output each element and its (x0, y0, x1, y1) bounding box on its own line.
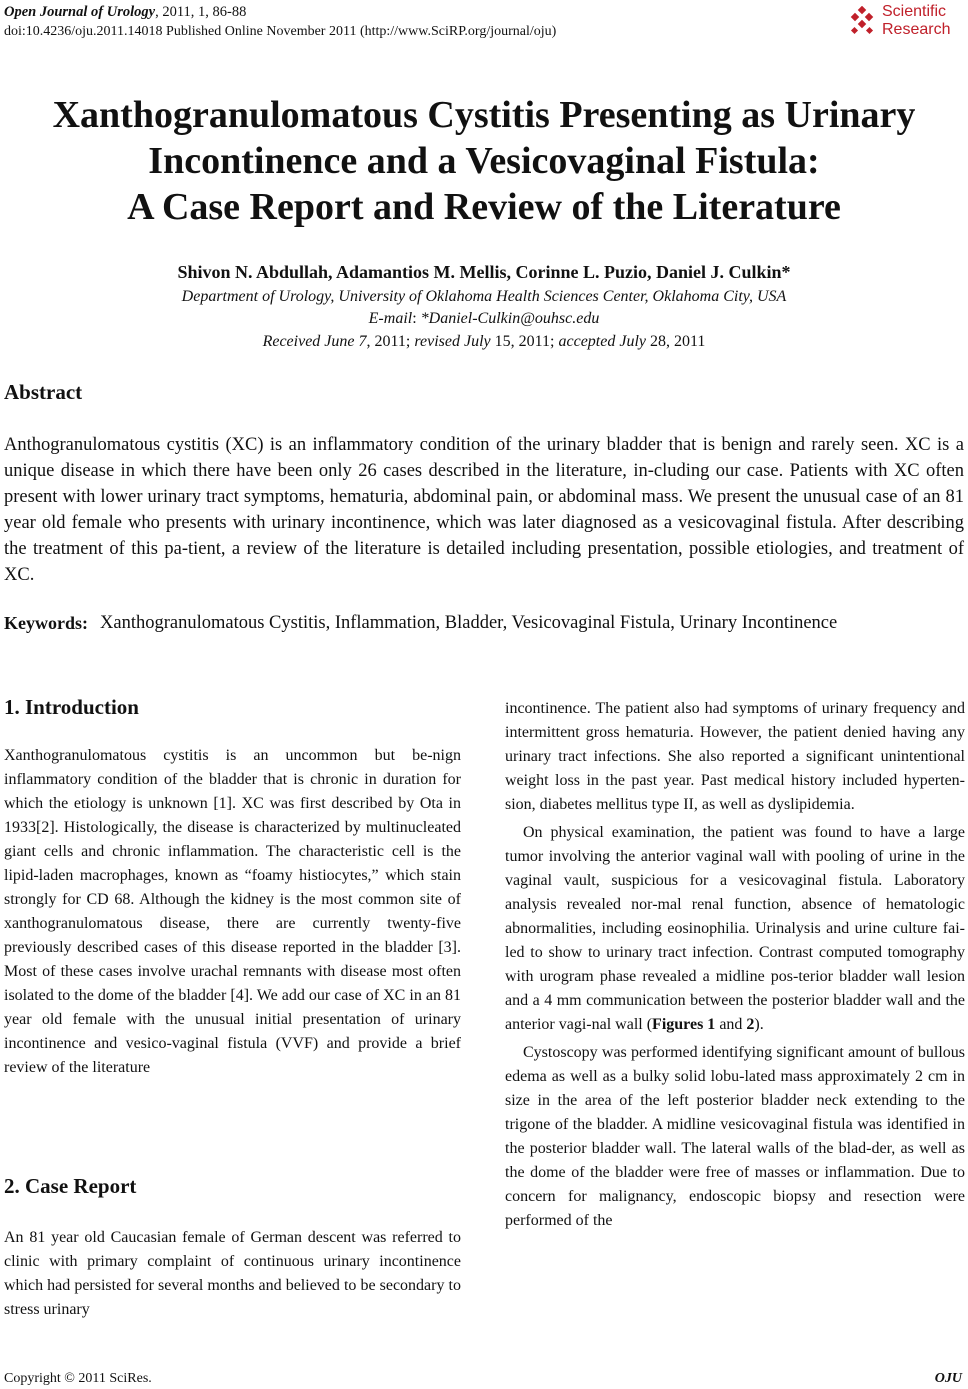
article-dates (0, 331, 968, 353)
copyright-notice: Copyright © 2011 SciRes. (4, 1371, 152, 1386)
abstract-body: Anthogranulomatous cystitis (XC) is an inflammatory condition of the urinary bladder that is benign and rarely seen. XC is a unique disease in which there have been only 26 cases described in the literature, in-cluding our case. Patients with XC often present with lower urinary tract symptoms, hematuria, abdominal pain, or abdominal mass. We present the unusual case of an 81 year old female who presents with urinary incontinence, which was later diagnosed as a vesicovaginal fistula. After describing the treatment of this pa-tient, a review of the literature is detailed including presentation, possible etiologies, and treatment of XC. (4, 435, 964, 585)
introduction-heading: 1. Introduction (4, 695, 139, 719)
case-report-body: An 81 year old Caucasian female of German descent was referred to clinic with primary complaint of continuous urinary incontinence which had persisted for several months and believed to be secondary to stress urinary (4, 1229, 461, 1318)
journal-citation (4, 2, 246, 22)
journal-abbreviation: OJU (934, 1371, 962, 1386)
exam-end: ). (754, 1016, 764, 1033)
email-label: E-mail (368, 310, 413, 327)
paper-title (0, 92, 968, 230)
journal-issue: , 2011, 1, 86-88 (155, 4, 247, 20)
doi-line: doi:10.4236/oju.2011.14018 Published Online November 2011 (http://www.SciRP.org/journal/oju) (4, 24, 557, 39)
journal-name: Open Journal of Urology (4, 4, 156, 20)
title-line-2: Incontinence and a Vesicovaginal Fistula: (148, 140, 820, 182)
abstract-heading: Abstract (4, 380, 83, 404)
received-year: , 2011; (366, 333, 415, 350)
right-paragraph-2 (505, 821, 965, 1037)
accepted-date: 28, 2011 (646, 333, 706, 350)
email-sep: : (412, 310, 421, 327)
contact-email (0, 308, 968, 330)
logo-text (882, 3, 950, 39)
revised-label: revised July (414, 333, 491, 350)
publisher-logo-icon (846, 6, 878, 38)
author-list: Shivon N. Abdullah, Adamantios M. Mellis, Corinne L. Puzio, Daniel J. Culkin* (177, 262, 791, 282)
email-address: *Daniel-Culkin@ouhsc.edu (420, 310, 600, 327)
logo-line-1: Scientific (882, 3, 947, 20)
right-paragraph-3: Cystoscopy was performed identifying significant amount of bullous edema as well as a bulky solid lobu-lated mass approximately 2 cm in size in the area of the left posterior bladder neck extending to the trigone of the bladder. A midline vesicovaginal fistula was identified in the posterior bladder wall. The lateral walls of the blad-der, as well as the dome of the bladder were free of masses or inflammation. Due to concern for malignancy, endoscopic biopsy and resection were performed of the (505, 1044, 965, 1229)
logo-line-2: Research (882, 21, 951, 38)
and-text: and (715, 1016, 747, 1033)
title-line-1: Xanthogranulomatous Cystitis Presenting as Urinary (52, 94, 916, 136)
figure-2-ref: 2 (746, 1016, 755, 1033)
affiliation: Department of Urology, University of Oklahoma Health Sciences Center, Oklahoma City, USA (181, 288, 787, 305)
case-report-heading: 2. Case Report (4, 1174, 137, 1198)
title-line-3: A Case Report and Review of the Literature (127, 186, 841, 228)
received-label: Received June 7 (262, 333, 367, 350)
right-column (505, 697, 965, 1233)
keywords-label: Keywords: (4, 613, 88, 633)
figure-1-ref: Figures 1 (652, 1016, 716, 1033)
introduction-body: Xanthogranulomatous cystitis is an uncommon but be-nign inflammatory condition of the bladder that is chronic in duration for which the etiology is unknown [1]. XC was first described by Ota in 1933[2]. Histologically, the disease is characterized by multinucleated giant cells and chronic inflammation. The characteristic cell is the lipid-laden macrophages, known as “foamy histiocytes,” which stain strongly for CD 68. Although the kidney is the most common site of xanthogranulomatous disease, there are currently twenty-five previously described cases of this disease reported in the bladder [3]. Most of these cases involve urachal remnants with disease most often isolated to the dome of the bladder [4]. We add our case of XC in an 81 year old female with the unusual initial presentation of urinary incontinence and vesico-vaginal fistula (VVF) and provide a brief review of the literature (4, 747, 461, 1076)
revised-date: 15, 2011; (490, 333, 559, 350)
exam-text: On physical examination, the patient was found to have a large tumor involving the anterior vaginal wall with pooling of urine in the vaginal vault, suspicious for a vesicovaginal fistula. Laboratory analysis revealed nor-mal renal function, absence of hematologic abnormalities, including eosinophilia. Urinalysis and urine culture fai-led to show to urinary tract infection. Contrast computed tomography with urogram phase revealed a midline pos-terior bladder wall lesion and a 4 mm communication between the posterior bladder wall and the anterior vagi-nal wall ( (505, 824, 965, 1033)
scientific-research-logo (846, 2, 964, 42)
accepted-label: accepted July (558, 333, 646, 350)
right-paragraph-1: incontinence. The patient also had symptoms of urinary frequency and intermittent gross hematuria. However, the patient denied having any urinary tract infections. She also reported a significant unintentional weight loss in the past year. Past medical history included hyperten-sion, diabetes mellitus type II, as well as dyslipidemia. (505, 700, 965, 813)
keywords-list: Xanthogranulomatous Cystitis, Inflammation, Bladder, Vesicovaginal Fistula, Urinary Incontinence (100, 613, 838, 633)
